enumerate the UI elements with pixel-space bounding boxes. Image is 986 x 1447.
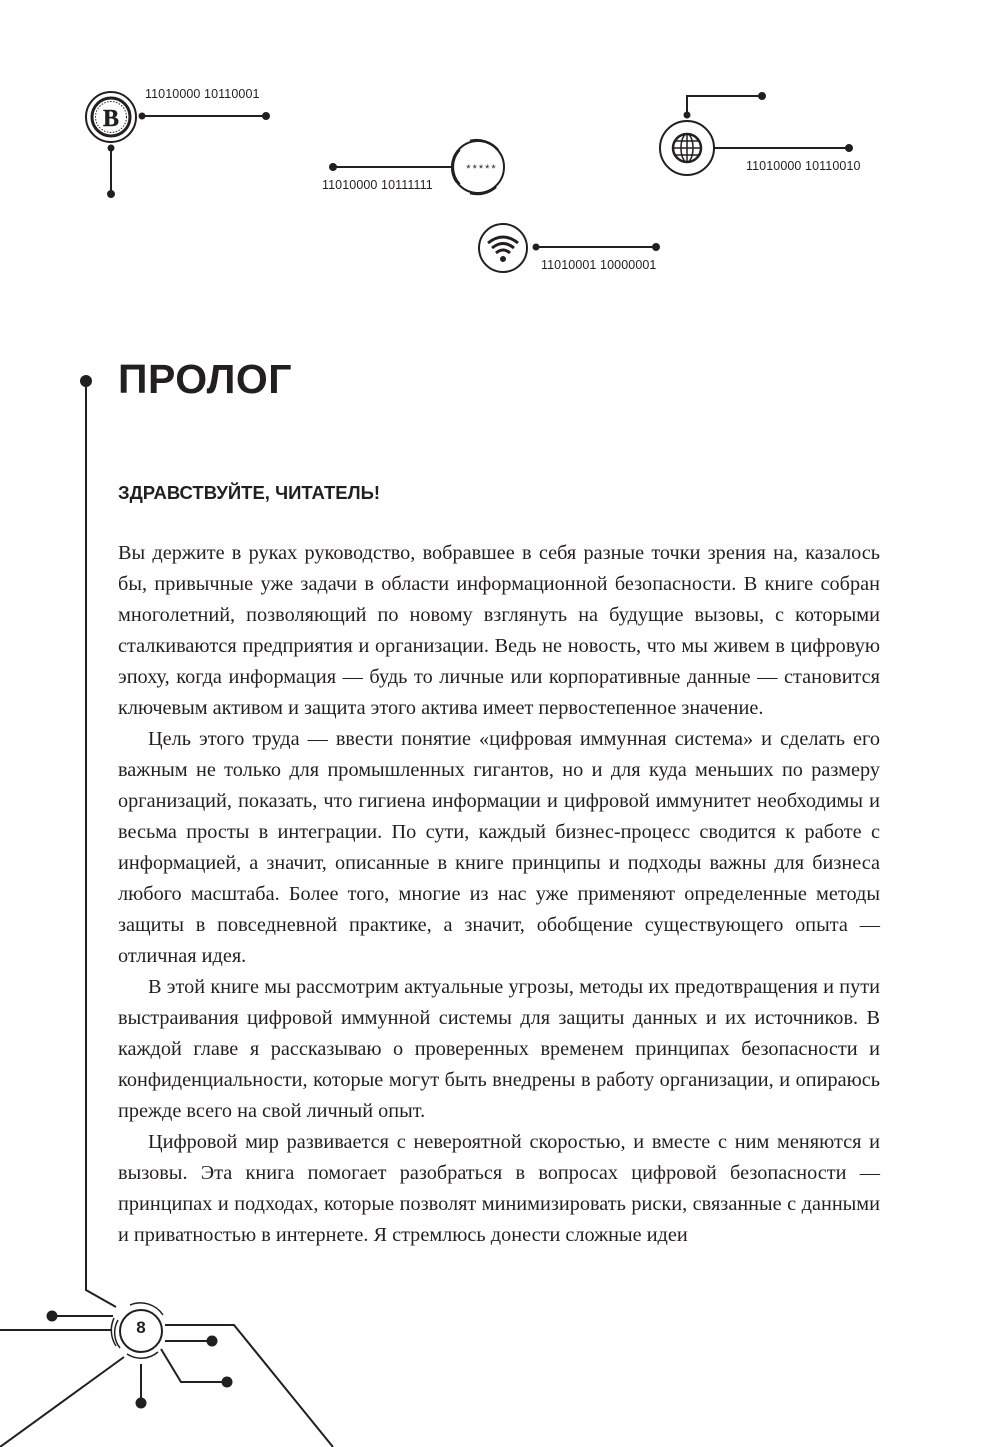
chapter-title: ПРОЛОГ — [118, 356, 293, 402]
paragraph: Цифровой мир развивается с невероятной скоростью, и вместе с ним меняются и вызовы. Эта книга помогает разобраться в вопросах цифровой безопасности — принципах и подходах, которые позволят минимизировать риски, связанные с данными и приватностью в интернете. Я стремлюсь донести сложные идеи — [118, 1131, 880, 1246]
chapter-subtitle: ЗДРАВСТВУЙТЕ, ЧИТАТЕЛЬ! — [118, 482, 381, 503]
binary-label-bitcoin: 11010000 10110001 — [145, 87, 260, 101]
binary-label-password: 11010000 10111111 — [322, 178, 433, 192]
binary-label-globe: 11010000 10110010 — [746, 159, 861, 173]
paragraph: Вы держите в руках руководство, вобравшее в себя разные точки зрения на, казалось бы, привычные уже задачи в области информационной безопасности. В книге собран многолетний, позволяющий по новому взглянуть на будущие вызовы, с которыми сталкиваются предприятия и организации. Ведь не новость, что мы живем в цифровую эпоху, когда информация — будь то личные или корпоративные данные — становится ключевым активом и защита этого актива имеет первостепенное значение. — [118, 542, 880, 719]
binary-label-wifi: 11010001 10000001 — [541, 258, 657, 272]
paragraph: Цель этого труда — ввести понятие «цифровая иммунная система» и сделать его важным не только для промышленных гигантов, но и для куда меньших по размеру организаций, показать, что гигиена информации и цифровой иммунитет необходимы и весьма просты в интеграции. По сути, каждый бизнес-процесс сводится к работе с информацией, а значит, описанные в книге принципы и подходы важны для бизнеса любого масштаба. Более того, многие из нас уже применяют определенные методы защиты в повседневной практике, а значит, обобщение существующего опыта — отличная идея. — [118, 728, 880, 967]
page-number: 8 — [136, 1318, 146, 1337]
bitcoin-icon — [86, 92, 269, 197]
svg-text:*****: ***** — [466, 163, 498, 175]
svg-text:B: B — [102, 106, 120, 132]
page-number-badge — [0, 1303, 333, 1447]
margin-rule — [81, 376, 116, 1307]
body-text — [118, 538, 880, 1251]
paragraph: В этой книге мы рассмотрим актуальные угрозы, методы их предотвращения и пути выстраивания цифровой иммунной системы для защиты данных и их источников. В каждой главе я рассказываю о проверенных временем принципах безопасности и конфиденциальности, которые могут быть внедрены в работу организации, и опираюсь прежде всего на свой личный опыт. — [118, 976, 880, 1122]
